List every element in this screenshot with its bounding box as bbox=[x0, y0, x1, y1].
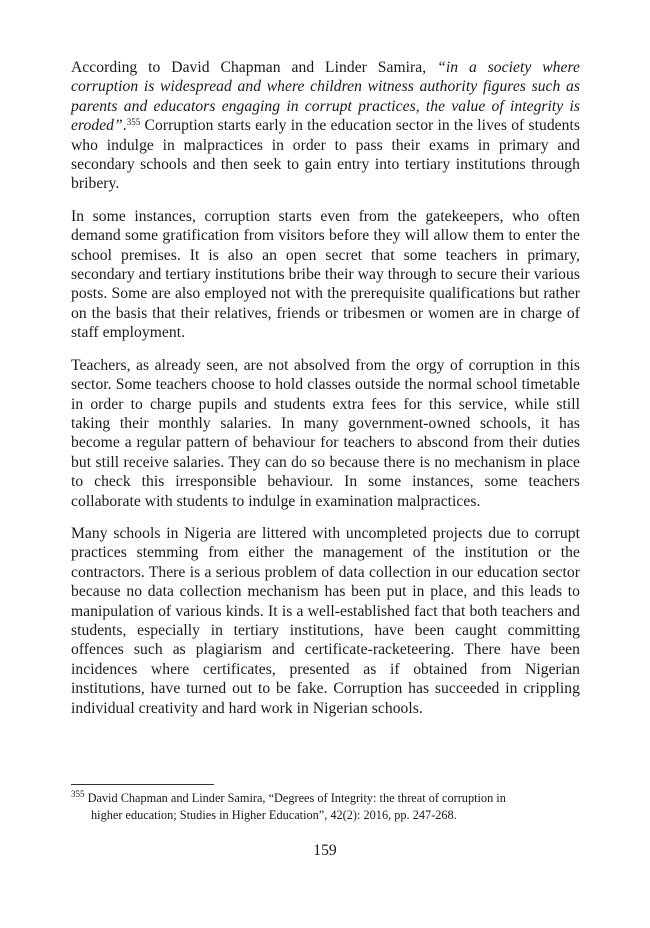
footnote-number: 355 bbox=[71, 789, 85, 799]
paragraph-1-quote: “in a society where corruption is widespread and where children witness authority figures such as parents and educators engaging in corrupt practices, the value of integrity is eroded” bbox=[71, 59, 580, 135]
footnote bbox=[71, 790, 580, 824]
paragraph-1-lead: According to David Chapman and Linder Samira, bbox=[71, 59, 438, 76]
footnote-line-2: higher education; Studies in Higher Education”, 42(2): 2016, pp. 247-268. bbox=[91, 808, 457, 822]
page-number: 159 bbox=[313, 842, 337, 859]
page-body bbox=[71, 58, 580, 718]
paragraph-1-after-quote: . bbox=[122, 117, 127, 135]
footnote-line-1: David Chapman and Linder Samira, “Degrees of Integrity: the threat of corruption in bbox=[84, 791, 506, 805]
paragraph-3: Teachers, as already seen, are not absolved from the orgy of corruption in this sector. Some teachers choose to hold classes outside the normal school timetable in order to charge pupils and students extra fees for this service, while still taking their monthly salaries. In many government-owned schools, it has become a regular pattern of behaviour for teachers to abscond from their duties but still receive salaries. They can do so because there is no mechanism in place to check this irresponsible behaviour. In some instances, some teachers collaborate with students to indulge in examination malpractices. bbox=[71, 356, 580, 510]
paragraph-1-rest: Corruption starts early in the education sector in the lives of students who indulge in malpractices in order to pass their exams in primary and secondary schools and then seek to gain entry into tertiary institutions through bribery. bbox=[71, 117, 580, 193]
footnote-reference: 355 bbox=[126, 117, 141, 128]
footnote-divider bbox=[71, 784, 214, 785]
paragraph-1 bbox=[71, 58, 580, 194]
paragraph-4: Many schools in Nigeria are littered with uncompleted projects due to corrupt practices stemming from either the management of the institution or the contractors. There is a serious problem of data collection in our education sector because no data collection mechanism has been put in place, and this leads to manipulation of various kinds. It is a well-established fact that both teachers and students, especially in tertiary institutions, have been caught committing offences such as plagiarism and certificate-racketeering. There have been incidences where certificates, presented as if obtained from Nigerian institutions, have turned out to be fake. Corruption has succeeded in crippling individual creativity and hard work in Nigerian schools. bbox=[71, 524, 580, 717]
paragraph-2: In some instances, corruption starts even from the gatekeepers, who often demand some gratification from visitors before they will allow them to enter the school premises. It is also an open secret that some teachers in primary, secondary and tertiary institutions bribe their way through to secure their various posts. Some are also employed not with the prerequisite qualifications but rather on the basis that their relatives, friends or tribesmen or women are in charge of staff employment. bbox=[71, 207, 580, 342]
